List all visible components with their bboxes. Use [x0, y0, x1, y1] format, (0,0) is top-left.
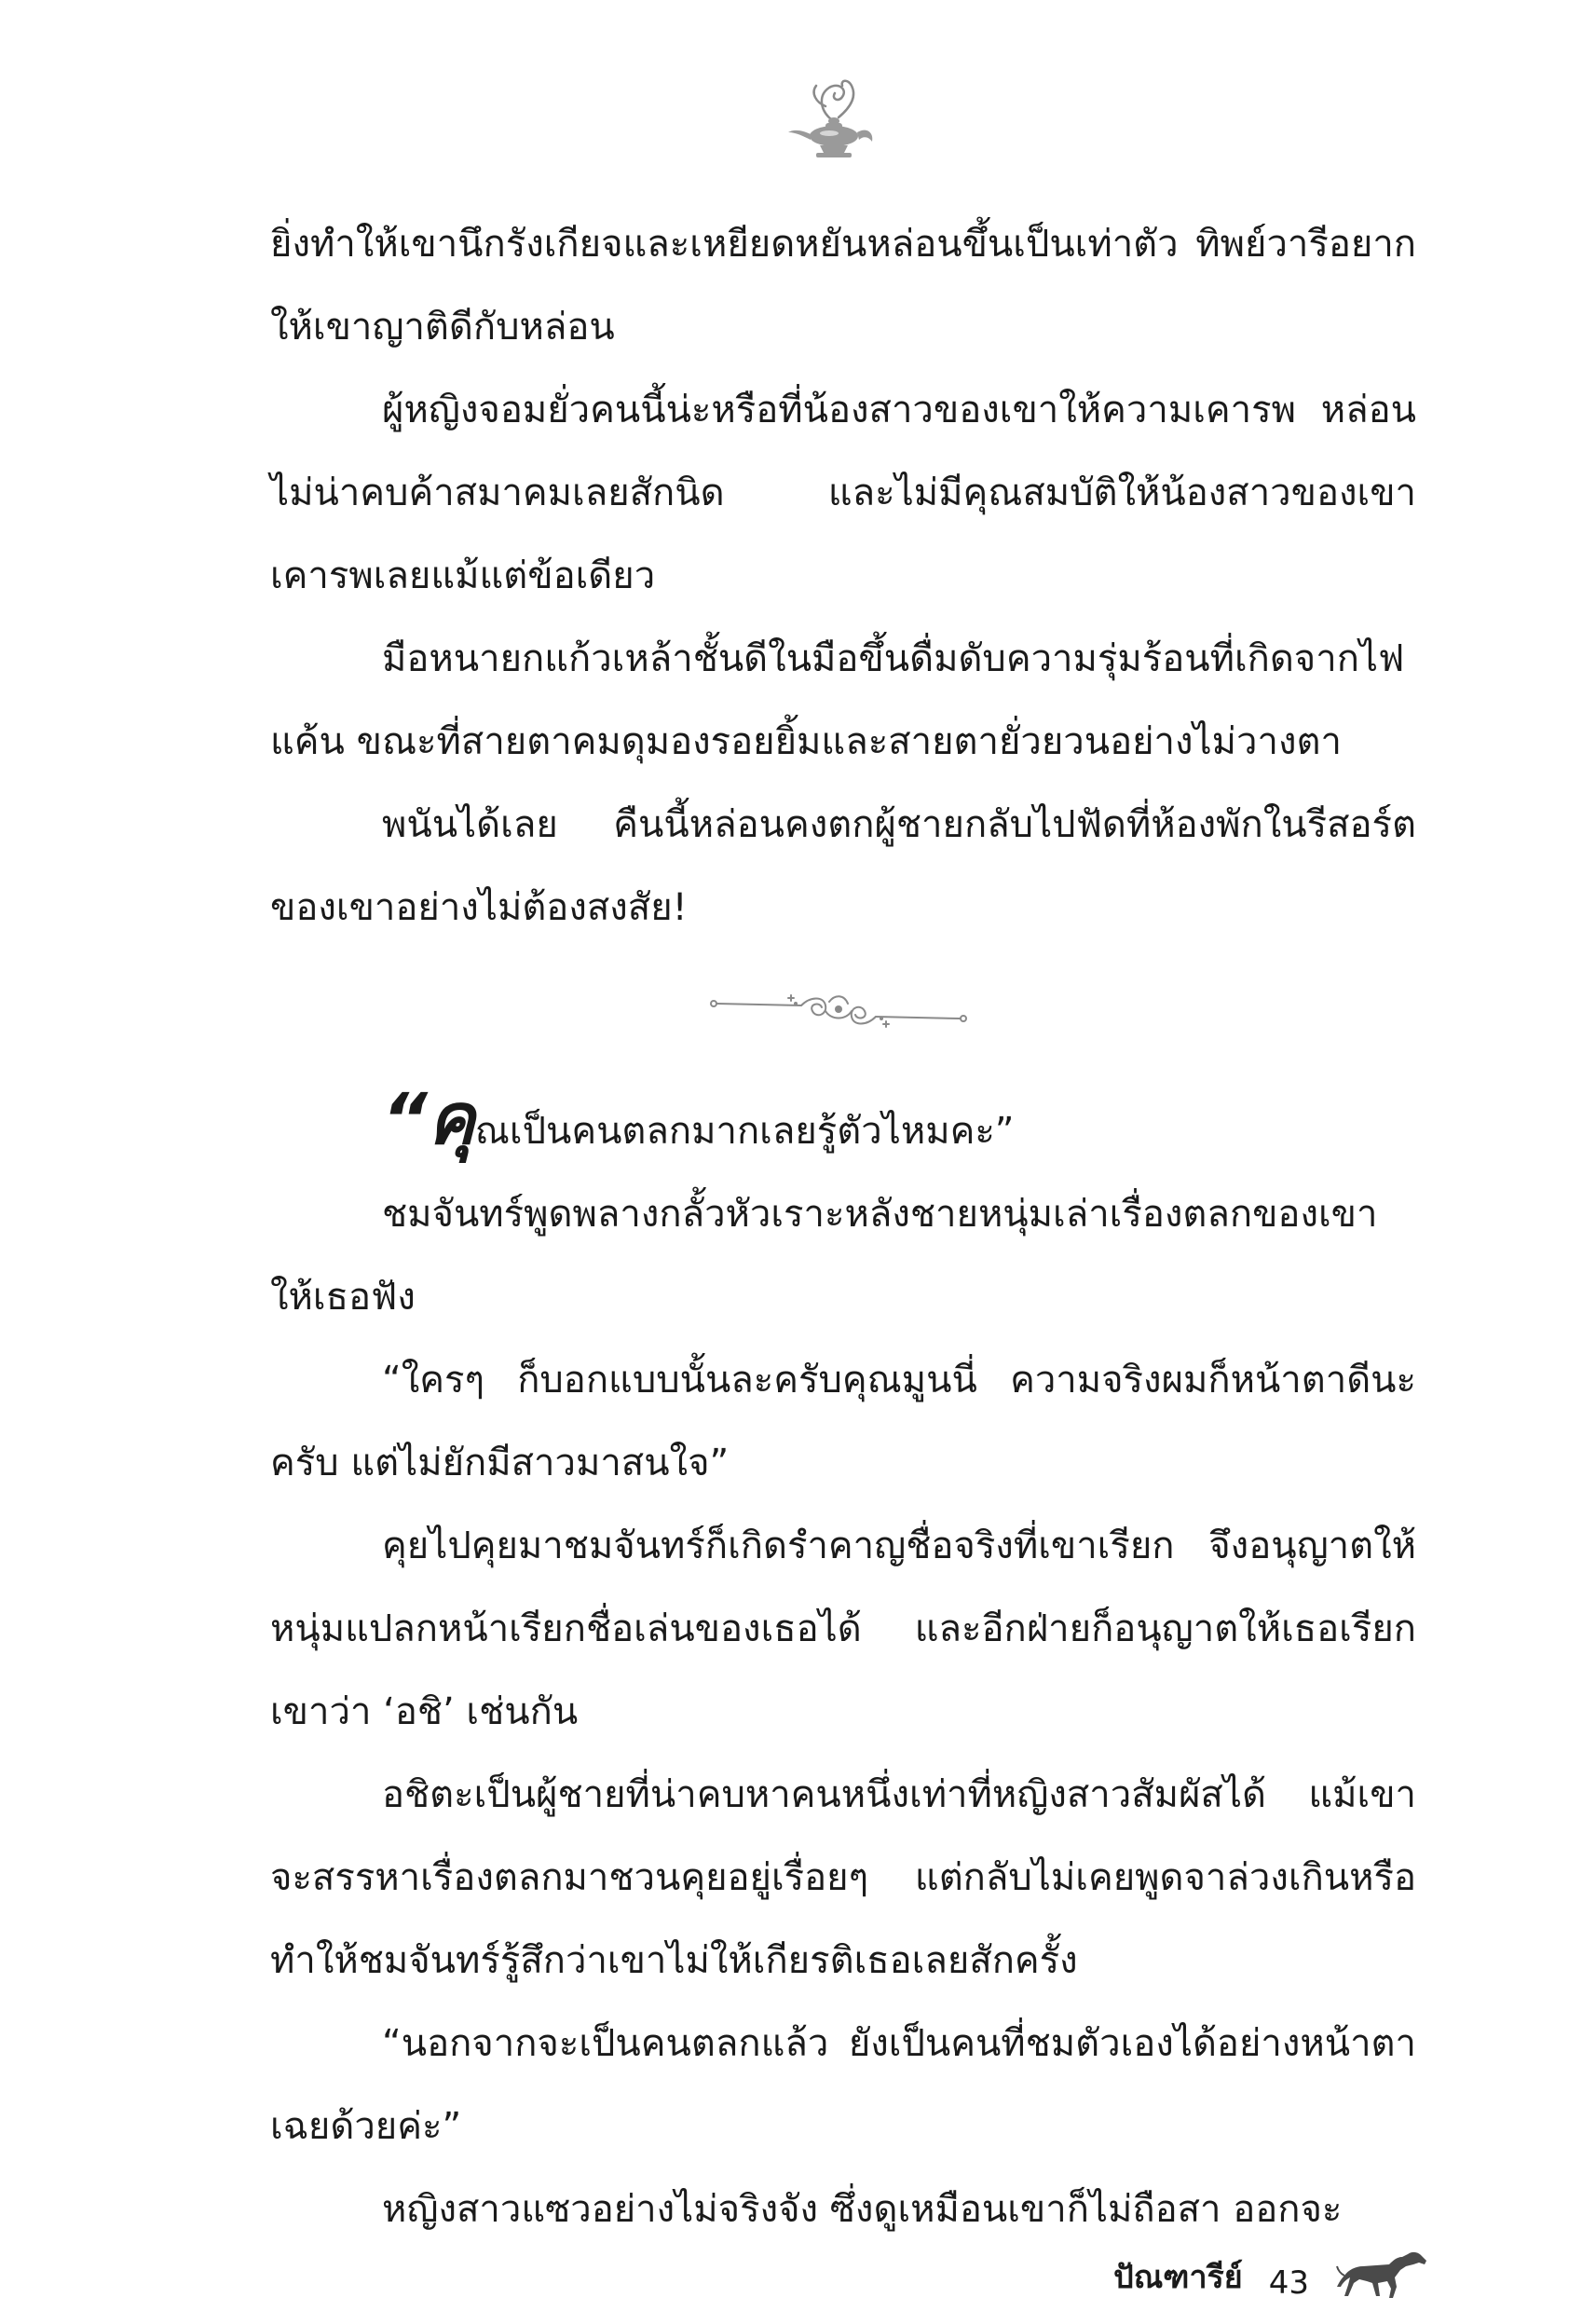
paragraph-4: พนันได้เลย คืนนี้หล่อนคงตกผู้ชายกลับไปฟัดที่ห้องพักในรีสอร์ตของเขาอย่างไม่ต้องสงสัย!	[270, 803, 1416, 929]
page-footer	[1113, 2255, 1428, 2302]
section-2	[270, 1077, 1416, 2251]
section-1	[270, 203, 1416, 950]
paragraph-9: “นอกจากจะเป็นคนตลกแล้ว ยังเป็นคนที่ชมตัวเองได้อย่างหน้าตาเฉยด้วยค่ะ”	[270, 2022, 1416, 2148]
paragraph-10: หญิงสาวแซวอย่างไม่จริงจัง ซึ่งดูเหมือนเขาก็ไม่ถือสา ออกจะ	[382, 2188, 1343, 2231]
ornamental-divider-icon	[708, 983, 969, 1039]
paragraph-8: อชิตะเป็นผู้ชายที่น่าคบหาคนหนึ่งเท่าที่หญิงสาวสัมผัสได้ แม้เขาจะสรรหาเรื่องตลกมาชวนคุยอยู่เรื่อยๆ แต่กลับไม่เคยพูดจาล่วงเกินหรือทำให้ชมจันทร์รู้สึกว่าเขาไม่ให้เกียรติเธอเลยสักครั้ง	[270, 1773, 1416, 1982]
horse-icon	[1335, 2246, 1428, 2302]
paragraph-7: คุยไปคุยมาชมจันทร์ก็เกิดรำคาญชื่อจริงที่เขาเรียก จึงอนุญาตให้หนุ่มแปลกหน้าเรียกชื่อเล่นของเธอได้ และอีกฝ่ายก็อนุญาตให้เธอเรียกเขาว่า ‘อชิ’ เช่นกัน	[270, 1525, 1416, 1733]
paragraph-1: ยิ่งทำให้เขานึกรังเกียจและเหยียดหยันหล่อนขึ้นเป็นเท่าตัว ทิพย์วารีอยากให้เขาญาติดีกับหล่อน	[270, 223, 1416, 349]
paragraph-3: มือหนายกแก้วเหล้าชั้นดีในมือขึ้นดื่มดับความรุ่มร้อนที่เกิดจากไฟแค้น ขณะที่สายตาคมดุมองรอยยิ้มและสายตายั่วยวนอย่างไม่วางตา	[270, 637, 1405, 763]
opening-paragraph	[270, 1077, 1416, 1173]
page-number: 43	[1268, 2264, 1309, 2302]
paragraph-2: ผู้หญิงจอมยั่วคนนี้น่ะหรือที่น้องสาวของเขาให้ความเคารพ หล่อนไม่น่าคบค้าสมาคมเลยสักนิด และไม่มีคุณสมบัติให้น้องสาวของเขาเคารพเลยแม้แต่ข้อเดียว	[270, 389, 1416, 597]
drop-cap: “คุ	[382, 1077, 475, 1160]
paragraph-5: ชมจันทร์พูดพลางกลั้วหัวเราะหลังชายหนุ่มเล่าเรื่องตลกของเขาให้เธอฟัง	[270, 1193, 1378, 1319]
paragraph-6: “ใครๆ ก็บอกแบบนั้นละครับคุณมูนนี่ ความจริงผมก็หน้าตาดีนะครับ แต่ไม่ยักมีสาวมาสนใจ”	[270, 1359, 1416, 1484]
genie-lamp-icon	[783, 65, 885, 168]
book-title: ปัณฑารีย์	[1113, 2259, 1243, 2296]
opening-text: ณเป็นคนตลกมากเลยรู้ตัวไหมคะ”	[474, 1110, 1015, 1153]
